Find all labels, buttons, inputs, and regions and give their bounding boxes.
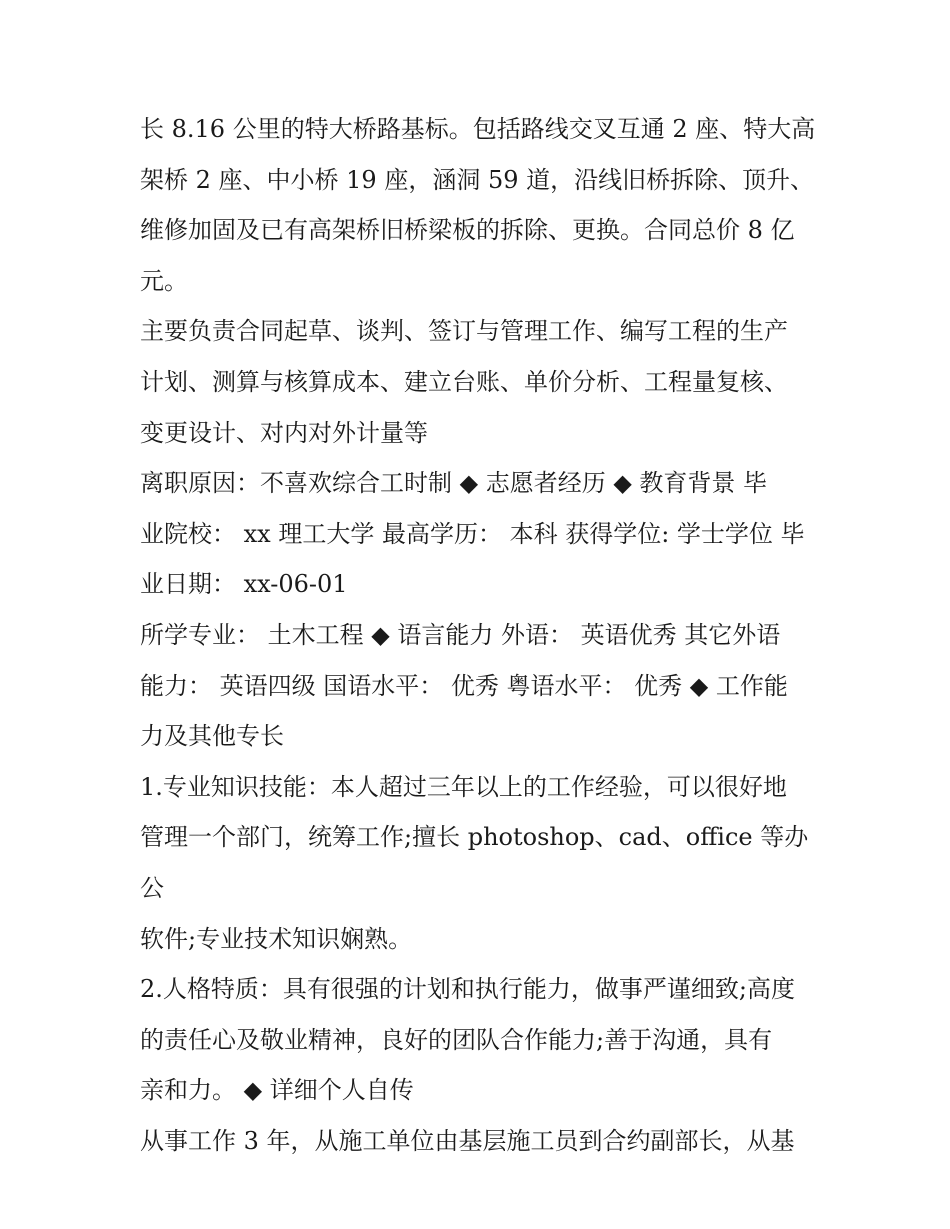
paragraph-personality-traits: 2.人格特质：具有很强的计划和执行能力，做事严谨细致;高度 的责任心及敬业精神，良好的团队合作能力;善于沟通，具有 亲和力。 ◆ 详细个人自传: [140, 975, 795, 1105]
paragraph-professional-skills: 1.专业知识技能：本人超过三年以上的工作经验，可以很好地 管理一个部门，统筹工作;擅长 photoshop、cad、office 等办公 软件;专业技术知识娴熟。: [140, 772, 809, 953]
paragraph-autobiography-start: 从事工作 3 年，从施工单位由基层施工员到合约副部长，从基: [140, 1126, 795, 1155]
paragraph-project-description: 长 8.16 公里的特大桥路基标。包括路线交叉互通 2 座、特大高 架桥 2 座、中小桥 19 座，涵洞 59 道，沿线旧桥拆除、顶升、 维修加固及已有高架桥旧桥梁板的拆除、更换。合同总价 8 亿 元。: [140, 115, 816, 295]
document-body: [140, 104, 830, 1166]
paragraph-leaving-reason-education: 离职原因：不喜欢综合工时制 ◆ 志愿者经历 ◆ 教育背景 毕 业院校： xx 理工大学 最高学历： 本科 获得学位: 学士学位 毕 业日期： xx-06-01: [140, 469, 805, 599]
paragraph-major-languages: 所学专业： 土木工程 ◆ 语言能力 外语： 英语优秀 其它外语 能力： 英语四级 国语水平： 优秀 粤语水平： 优秀 ◆ 工作能 力及其他专长: [140, 620, 788, 751]
paragraph-responsibilities: 主要负责合同起草、谈判、签订与管理工作、编写工程的生产 计划、测算与核算成本、建立台账、单价分析、工程量复核、 变更设计、对内对外计量等: [140, 317, 788, 447]
